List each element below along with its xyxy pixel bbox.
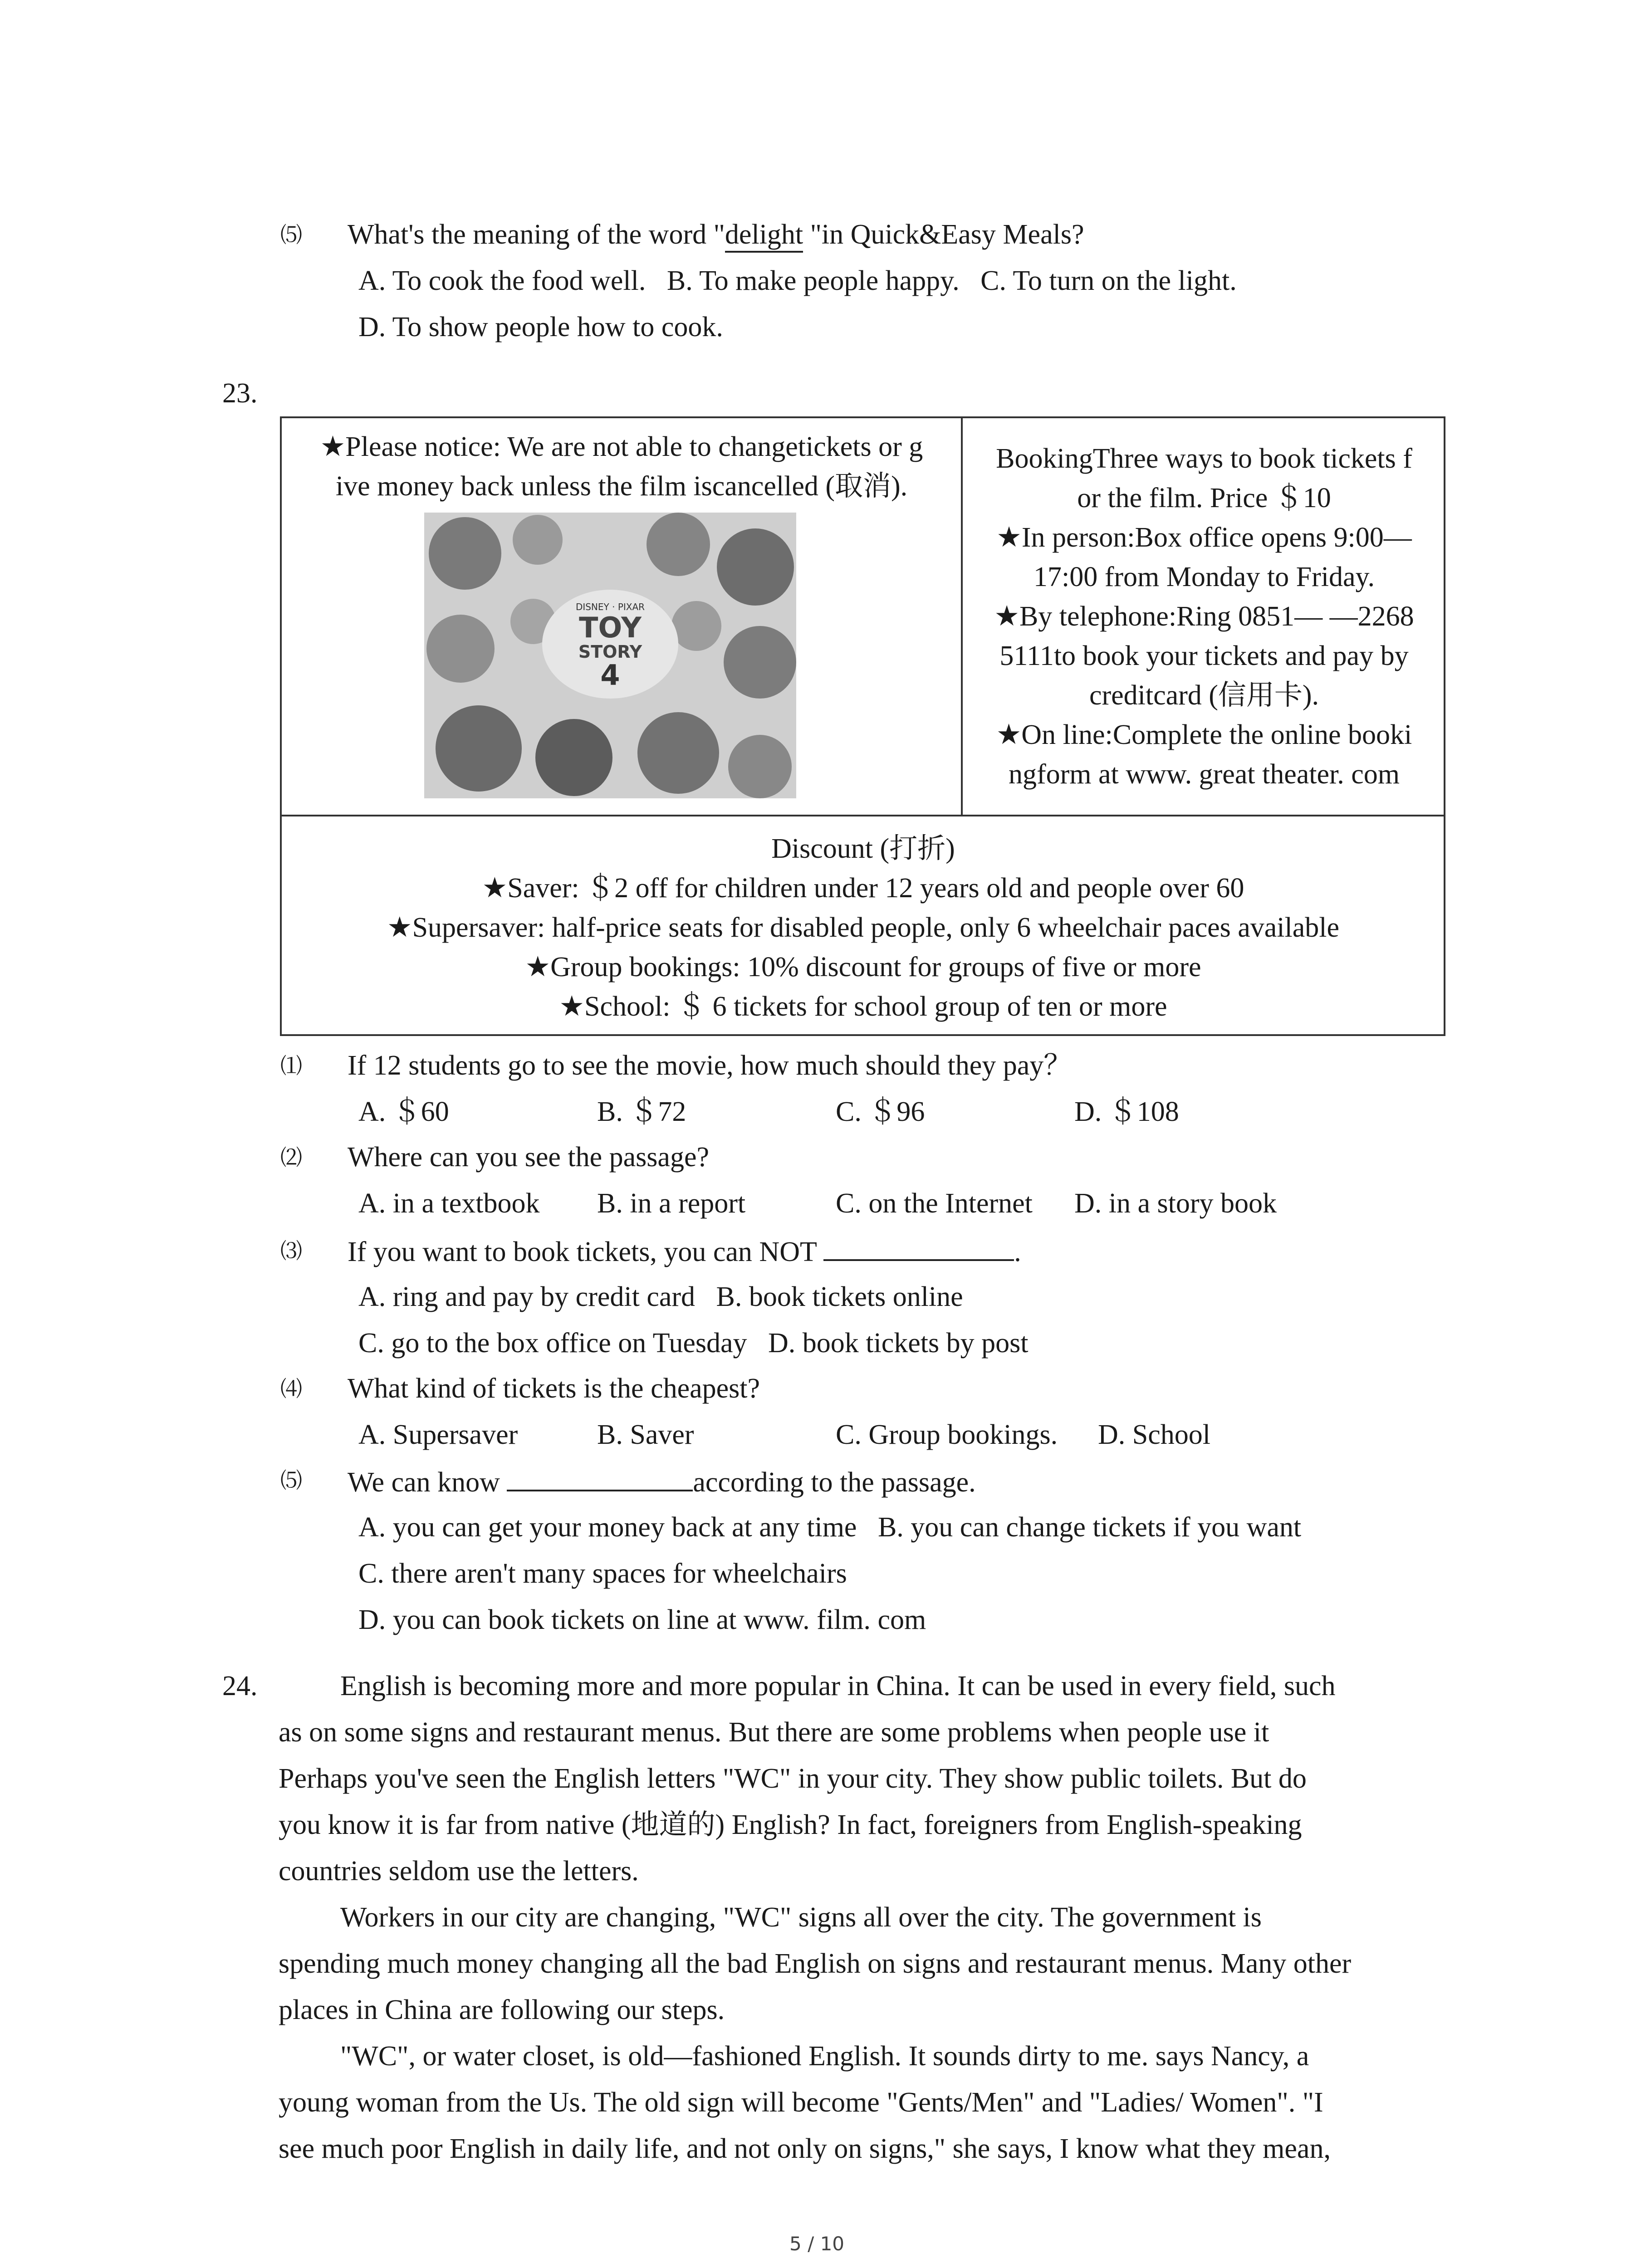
booking-line-4: 17:00 from Monday to Friday. [1034,562,1375,592]
q24-line-1: English is becoming more and more popular in China. It can be used in every field, such [340,1671,1336,1701]
poster-artwork [424,513,796,798]
q24-line-8: places in China are following our steps. [279,1994,725,2025]
q23-4-option-b: B. Saver [597,1419,694,1450]
q23-5-stem-pre: We can know [348,1467,507,1498]
q24-line-3: Perhaps you've seen the English letters "WC" in your city. They show public toilets. But do [279,1763,1307,1794]
q23-5-options-line1: A. you can get your money back at any time B. you can change tickets if you want [358,1512,1302,1543]
poster-brand: DISNEY · PIXAR [575,601,645,612]
booking-line-5: ★By telephone:Ring 0851— —2268 [994,601,1414,632]
discount-saver: ★Saver: ＄2 off for children under 12 years old and people over 60 [482,873,1244,904]
q23-4-option-a: A. Supersaver [358,1419,518,1450]
q23-3-number: ⑶ [280,1238,303,1264]
q23-1-option-c: C. ＄96 [836,1096,925,1127]
q23-5-options-line2: C. there aren't many spaces for wheelchairs [358,1558,847,1589]
q23-5-options-line3: D. you can book tickets on line at www. film. com [358,1604,926,1635]
discount-supersaver: ★Supersaver: half-price seats for disabled people, only 6 wheelchair paces available [387,912,1339,943]
q22-5-stem-post: "in Quick&Easy Meals? [803,219,1084,250]
q23-4-option-c: C. Group bookings. [836,1419,1058,1450]
booking-line-3: ★In person:Box office opens 9:00— [996,522,1412,553]
q22-5-options-line1: A. To cook the food well. B. To make people happy. C. To turn on the light. [358,265,1237,296]
q24-line-9: "WC", or water closet, is old—fashioned English. It sounds dirty to me. says Nancy, a [340,2041,1309,2072]
table-divider-horizontal [280,815,1445,816]
booking-line-8: ★On line:Complete the online booki [996,719,1412,750]
q23-1-option-d: D. ＄108 [1074,1096,1179,1127]
q24-line-4: you know it is far from native (地道的) English? In fact, foreigners from English-speaking [279,1809,1302,1840]
q23-1-stem: If 12 students go to see the movie, how much should they pay？ [348,1050,1072,1081]
q23-4-number: ⑷ [280,1376,303,1402]
notice-text [286,427,957,506]
q23-4-stem: What kind of tickets is the cheapest? [348,1373,760,1404]
booking-line-6: 5111to book your tickets and pay by [999,640,1409,671]
page-number: 5 / 10 [789,2233,845,2255]
notice-line-1: ★Please notice: We are not able to changetickets or g [320,431,923,462]
q24-line-6: Workers in our city are changing, "WC" signs all over the city. The government is [340,1902,1262,1933]
q23-2-stem: Where can you see the passage? [348,1142,709,1173]
q23-2-option-c: C. on the Internet [836,1188,1033,1219]
q23-3-options-line2: C. go to the box office on Tuesday D. book tickets by post [358,1328,1029,1359]
q23-4-option-d: D. School [1098,1419,1210,1450]
q23-3-options-line1: A. ring and pay by credit card B. book tickets online [358,1281,963,1312]
poster-title-mid: STORY [578,642,642,662]
table-divider-vertical [961,416,963,816]
q23-label: 23. [222,378,258,409]
discount-school: ★School: ＄ 6 tickets for school group of ten or more [559,991,1167,1022]
q23-2-number: ⑵ [280,1145,303,1170]
discount-text [284,829,1443,1026]
q23-5-number: ⑸ [280,1468,303,1493]
q23-1-option-a: A. ＄60 [358,1096,449,1127]
toy-story-4-poster [424,513,796,798]
q23-2-option-b: B. in a report [597,1188,746,1219]
booking-line-1: BookingThree ways to book tickets f [996,443,1412,474]
q24-line-10: young woman from the Us. The old sign will become "Gents/Men" and "Ladies/ Women". "I [279,2087,1323,2118]
poster-title-top: TOY [579,611,642,644]
poster-title-num: 4 [600,659,620,692]
q24-label: 24. [222,1671,258,1701]
booking-line-9: ngform at www. great theater. com [1009,759,1400,790]
q22-5-underlined-word: delight [725,219,803,253]
q24-line-7: spending much money changing all the bad English on signs and restaurant menus. Many other [279,1948,1352,1979]
q22-5-stem [348,218,1084,251]
q22-5-stem-pre: What's the meaning of the word " [348,219,725,250]
q23-2-option-a: A. in a textbook [358,1188,540,1219]
q23-3-stem-pre: If you want to book tickets, you can NOT [348,1237,824,1267]
booking-line-7: creditcard (信用卡). [1089,680,1319,711]
q23-1-number: ⑴ [280,1053,303,1079]
discount-group: ★Group bookings: 10% discount for groups of five or more [525,952,1201,982]
q22-5-number: ⑸ [280,222,303,248]
discount-heading: Discount (打折) [771,833,955,864]
notice-line-2: ive money back unless the film iscancelled (取消). [335,471,908,502]
q23-5-stem-post: according to the passage. [693,1467,976,1498]
q23-3-answer-blank [823,1234,1014,1261]
booking-text [965,439,1443,794]
q23-2-option-d: D. in a story book [1074,1188,1277,1219]
q22-5-options-line2: D. To show people how to cook. [358,312,723,342]
q23-3-stem-post: . [1014,1237,1021,1267]
q24-line-2: as on some signs and restaurant menus. But there are some problems when people use it [279,1717,1269,1748]
booking-line-2: or the film. Price ＄10 [1077,483,1331,513]
q23-5-stem [348,1464,976,1499]
q23-3-stem [348,1234,1021,1269]
q24-line-5: countries seldom use the letters. [279,1856,639,1887]
q23-5-answer-blank [507,1464,693,1491]
q24-line-11: see much poor English in daily life, and not only on signs," she says, I know what they mean, [279,2133,1331,2164]
q23-1-option-b: B. ＄72 [597,1096,686,1127]
